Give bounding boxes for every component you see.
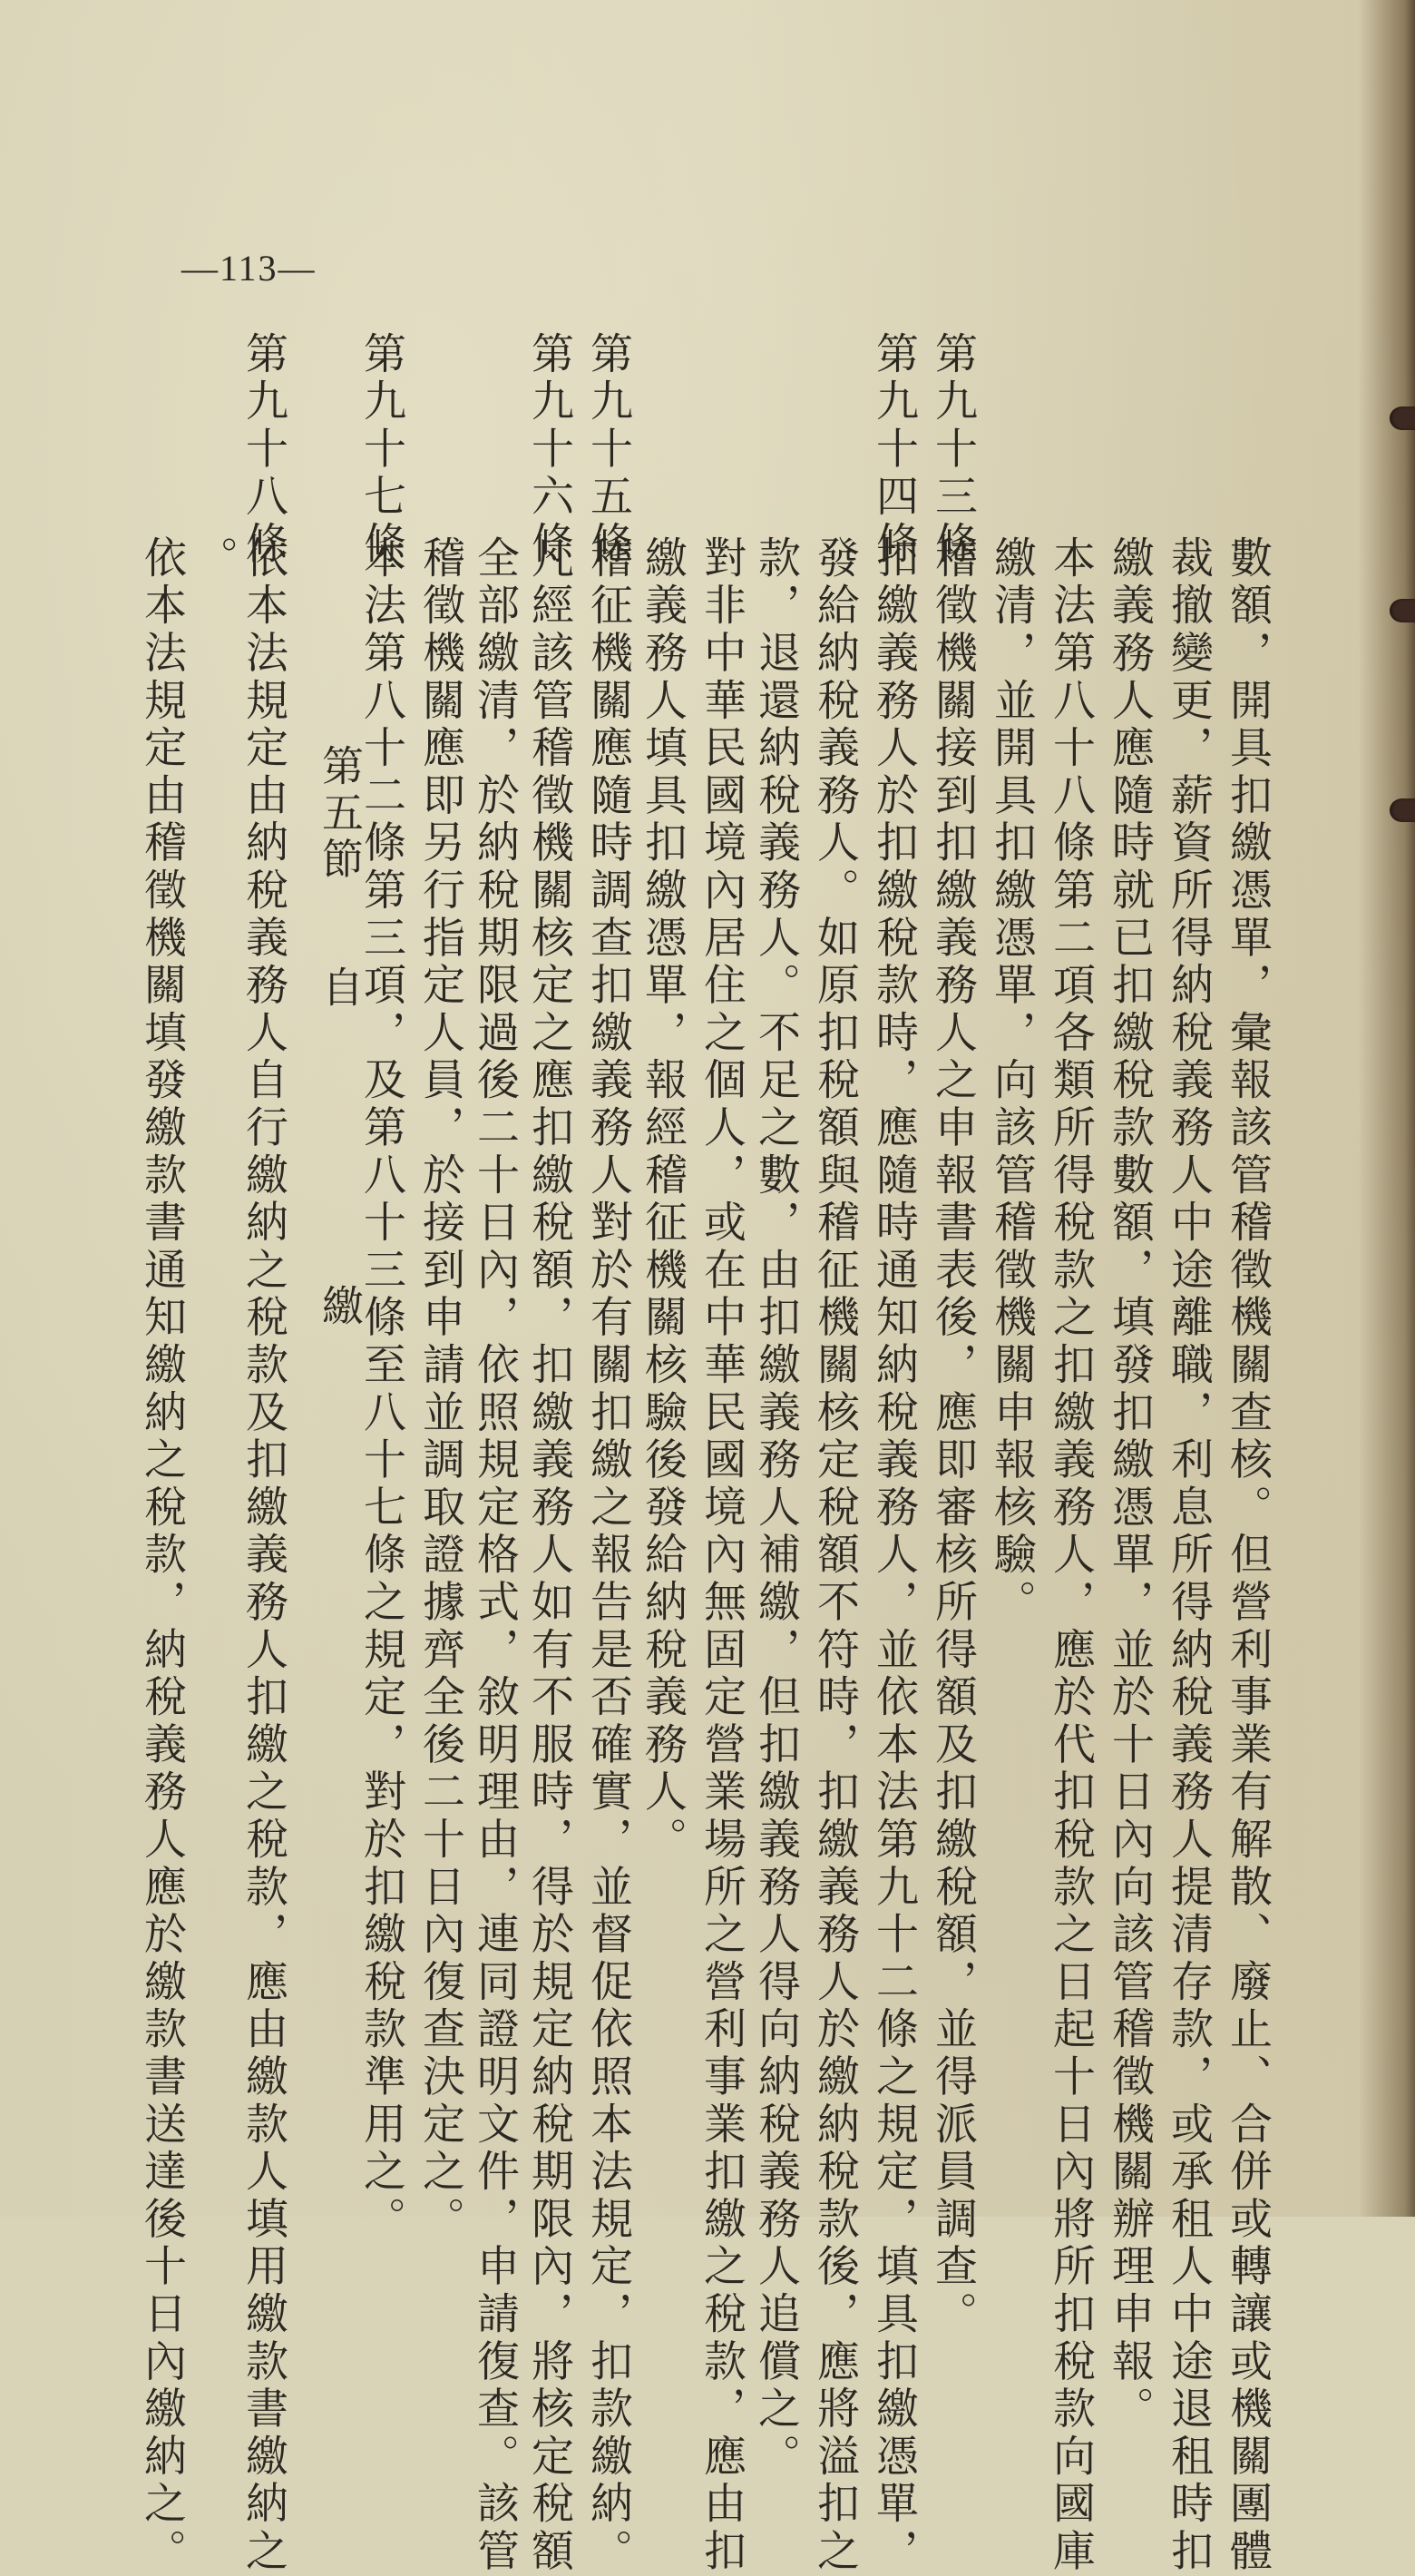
section-title-char: 繳 [316, 1284, 365, 1331]
article-label-96: 第九十六條 [524, 331, 574, 569]
text-column: 繳清，並開具扣繳憑單，向該管稽徵機關申報核驗。 [987, 535, 1037, 1627]
article-94-text: 對非中華民國境內居住之個人，或在中華民國境內無固定營業場所之營利事業扣繳之稅款，應由扣 [697, 535, 747, 2576]
section-heading [313, 744, 367, 1331]
text-column: 繳義務人應隨時就已扣繳稅款數額，填發扣繳憑單，並於十日內向該管稽徵機關辦理申報。 [1105, 535, 1155, 2434]
article-96-text: 凡經該管稽徵機關核定之應扣繳稅額，扣繳義務人如有不服時，得於規定納稅期限內，將核定稅額 [524, 535, 574, 2576]
article-label-95: 第九十五條 [583, 331, 633, 569]
article-98-text: 。 [189, 535, 239, 583]
article-94-text: 繳義務人填具扣繳憑單，報經稽征機關核驗後發給納稅義務人。 [638, 535, 688, 1865]
article-98-text: 依本法規定由稽徵機關填發繳款書通知繳納之稅款，納稅義務人應於繳款書送達後十日內繳納之。 [137, 535, 187, 2576]
section-number: 第五節 [316, 744, 365, 884]
article-label-98: 第九十八條 [239, 331, 288, 569]
article-95-text: 稽征機關應隨時調查扣繳義務人對於有關扣繳之報告是否確實，並督促依照本法規定，扣款繳納。 [583, 535, 633, 2576]
text-column: 本法第八十八條第二項各類所得稅款之扣繳義務人，應於代扣稅款之日起十日內將所扣稅款向國庫 [1046, 535, 1096, 2576]
article-98-text: 依本法規定由納稅義務人自行繳納之稅款及扣繳義務人扣繳之稅款，應由繳款人填用繳款書繳納之 [239, 535, 288, 2576]
article-label-94: 第九十四條 [869, 331, 919, 569]
page-number: —113— [181, 248, 317, 289]
article-96-text: 稽徵機關應即另行指定人員，於接到申請並調取證據齊全後二十日內復查決定之。 [415, 535, 465, 2244]
article-label-97: 第九十七條 [356, 331, 406, 569]
text-column: 裁撤變更，薪資所得納稅義務人中途離職，利息所得納稅義務人提清存款，或承租人中途退租時扣 [1164, 535, 1214, 2576]
text-column: 數額，開具扣繳憑單，彙報該管稽徵機關查核。但營利事業有解散、廢止、合併或轉讓或機關團體 [1223, 535, 1273, 2576]
article-94-text: 款，退還納稅義務人。不足之數，由扣繳義務人補繳，但扣繳義務人得向納稅義務人追償之。 [751, 535, 801, 2482]
article-96-text: 全部繳清，於納稅期限過後二十日內，依照規定格式，敘明理由，連同證明文件，申請復查。該管 [470, 535, 520, 2576]
article-label-93: 第九十三條 [928, 331, 978, 569]
binding-hole [1390, 406, 1415, 430]
binding-hole [1390, 599, 1415, 622]
section-title-char: 自 [316, 965, 365, 1013]
article-97-text: 本法第八十二條第三項，及第八十三條至八十七條之規定，對於扣繳稅款準用之。 [356, 535, 406, 2244]
article-94-text: 扣繳義務人於扣繳稅款時，應隨時通知納稅義務人，並依本法第九十二條之規定，填具扣繳憑單， [869, 535, 919, 2576]
article-93-text: 稽徵機關接到扣繳義務人之申報書表後，應即審核所得額及扣繳稅額，並得派員調查。 [928, 535, 978, 2339]
binding-hole [1390, 798, 1415, 822]
article-94-text: 發給納稅義務人。如原扣稅額與稽征機關核定稅額不符時，扣繳義務人於繳納稅款後，應將溢扣之 [810, 535, 860, 2576]
